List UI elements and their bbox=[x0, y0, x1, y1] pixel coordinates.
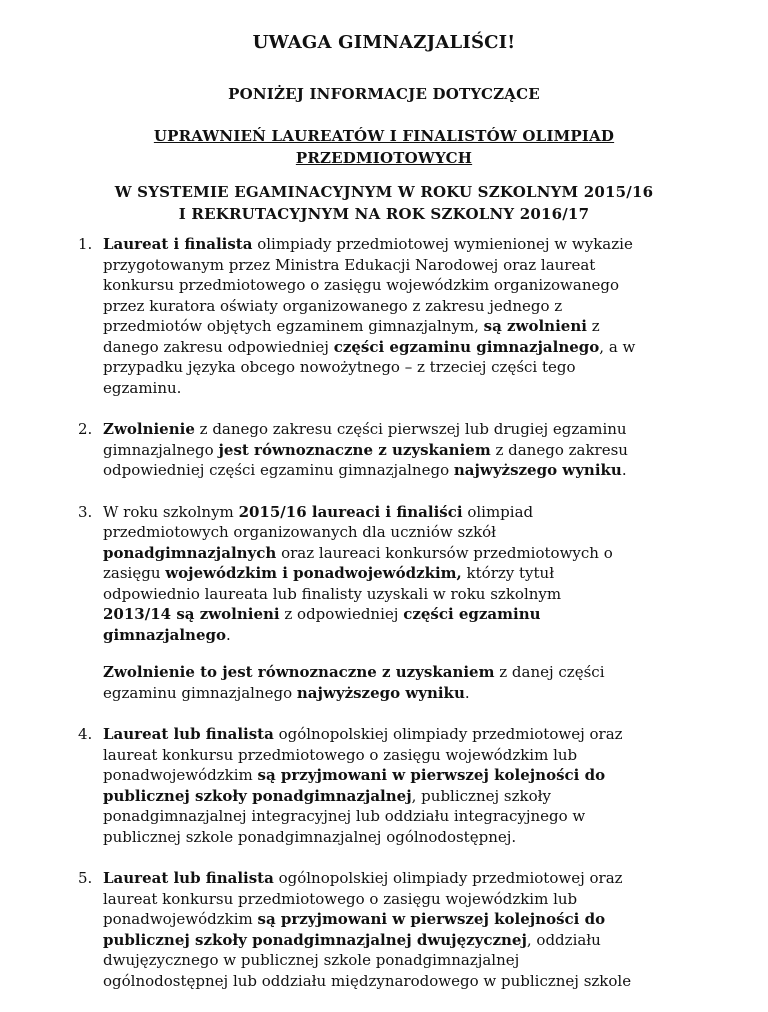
bold-text: części egzaminu bbox=[403, 605, 541, 623]
bold-text: 2013/14 są zwolnieni bbox=[103, 605, 280, 623]
text: ogólnopolskiej olimpiady przedmiotowej oraz bbox=[273, 869, 623, 887]
bold-text: Laureat lub finalista bbox=[103, 869, 274, 887]
item-number: 2. bbox=[78, 420, 93, 438]
list-item-4 bbox=[78, 724, 718, 847]
text: , oddziału bbox=[526, 930, 601, 949]
text: oraz laureaci konkursów przedmiotowych o bbox=[276, 543, 613, 562]
text: gimnazjalnego bbox=[103, 440, 219, 459]
bold-text: publicznej szkoły ponadgimnazjalnej bbox=[103, 786, 412, 805]
text: z danej części bbox=[494, 663, 605, 681]
text: z odpowiedniej bbox=[279, 605, 404, 623]
subtitle: PONIŻEJ INFORMACJE DOTYCZĄCE bbox=[228, 85, 540, 103]
text-line: przypadku języka obcego nowożytnego – z trzeciej części tego bbox=[103, 358, 576, 376]
item-number: 1. bbox=[78, 235, 93, 253]
bold-text: Laureat lub finalista bbox=[103, 725, 274, 743]
list-item-2 bbox=[78, 419, 718, 481]
text: z danego zakresu części pierwszej lub drugiej egzaminu bbox=[194, 420, 627, 438]
text: W roku szkolnym bbox=[103, 502, 239, 521]
text-line: laureat konkursu przedmiotowego o zasięgu wojewódzkim lub bbox=[103, 889, 578, 908]
text-line: laureat konkursu przedmiotowego o zasięgu wojewódzkim lub bbox=[103, 745, 578, 764]
system-heading bbox=[60, 181, 708, 225]
underlined-heading bbox=[80, 125, 688, 169]
text: którzy tytuł bbox=[461, 564, 555, 582]
bold-text: jest równoznaczne z uzyskaniem bbox=[218, 440, 491, 459]
bold-text: są przyjmowani w pierwszej kolejności do bbox=[257, 766, 606, 784]
text-line: ogólnodostępnej lub oddziału międzynarodowego w publicznej szkole bbox=[103, 971, 632, 990]
bold-text: 2015/16 laureaci i finaliści bbox=[238, 502, 463, 521]
system-heading-line-1: W SYSTEMIE EGAMINACYJNYM W ROKU SZKOLNYM 2015/16 bbox=[114, 183, 654, 201]
text-line: przez kuratora oświaty organizowanego z zakresu jednego z bbox=[103, 296, 563, 315]
text: ponadwojewódzkim bbox=[103, 766, 258, 784]
text: z danego zakresu bbox=[490, 440, 628, 459]
underlined-heading-line-1: UPRAWNIEŃ LAUREATÓW I FINALISTÓW OLIMPIAD bbox=[153, 127, 615, 145]
text: ponadwojewódzkim bbox=[103, 910, 258, 928]
item-number: 3. bbox=[78, 502, 93, 521]
item-number: 4. bbox=[78, 725, 93, 743]
text-line: egzaminu. bbox=[103, 378, 182, 397]
text: odpowiedniej części egzaminu gimnazjalnego bbox=[103, 461, 454, 479]
page-title: UWAGA GIMNAZJALIŚCI! bbox=[252, 32, 516, 53]
bold-text: publicznej szkoły ponadgimnazjalnej dwujęzycznej bbox=[103, 930, 527, 949]
text-line: konkursu przedmiotowego o zasięgu wojewódzkim organizowanego bbox=[103, 276, 619, 294]
text: , a w bbox=[599, 337, 636, 356]
list-item-5 bbox=[78, 868, 718, 991]
bold-text: ponadgimnazjalnych bbox=[103, 543, 277, 562]
text-line: przedmiotowych organizowanych dla uczniów szkół bbox=[103, 523, 497, 541]
text: egzaminu gimnazjalnego bbox=[103, 683, 297, 702]
text: olimpiad bbox=[462, 502, 534, 521]
text-line: ponadgimnazjalnej integracyjnej lub oddziału integracyjnego w bbox=[103, 807, 586, 825]
text-line: przygotowanym przez Ministra Edukacji Narodowej oraz laureat bbox=[103, 255, 596, 274]
text: z bbox=[586, 317, 600, 335]
text: przedmiotów objętych egzaminem gimnazjalnym, bbox=[103, 317, 484, 335]
list-item-3 bbox=[78, 502, 718, 646]
text: . bbox=[621, 461, 627, 479]
text: . bbox=[226, 625, 231, 644]
bold-text: najwyższego wyniku bbox=[296, 683, 465, 702]
note-paragraph bbox=[78, 662, 718, 703]
text-line: dwujęzycznego w publicznej szkole ponadgimnazjalnej bbox=[103, 951, 520, 969]
text: , publicznej szkoły bbox=[411, 786, 551, 805]
text-line: odpowiednio laureata lub finalisty uzyskali w roku szkolnym bbox=[103, 584, 562, 603]
text: ogólnopolskiej olimpiady przedmiotowej oraz bbox=[273, 725, 623, 743]
bold-text: są przyjmowani w pierwszej kolejności do bbox=[257, 910, 606, 928]
text: danego zakresu odpowiedniej bbox=[103, 337, 334, 356]
text: . bbox=[464, 683, 470, 702]
rules-list bbox=[78, 234, 718, 1012]
list-item-1 bbox=[78, 234, 718, 398]
bold-text: Zwolnienie bbox=[103, 420, 195, 438]
underlined-heading-line-2: PRZEDMIOTOWYCH bbox=[295, 149, 473, 167]
bold-text: są zwolnieni bbox=[483, 317, 587, 335]
text: olimpiady przedmiotowej wymienionej w wykazie bbox=[252, 235, 633, 253]
bold-text: wojewódzkim i ponadwojewódzkim, bbox=[165, 564, 462, 582]
system-heading-line-2: I REKRUTACYJNYM NA ROK SZKOLNY 2016/17 bbox=[178, 205, 590, 223]
text-line: publicznej szkole ponadgimnazjalnej ogólnodostępnej. bbox=[103, 827, 517, 846]
bold-text: najwyższego wyniku bbox=[453, 461, 622, 479]
item-number: 5. bbox=[78, 869, 93, 887]
bold-text: Zwolnienie to jest równoznaczne z uzyskaniem bbox=[103, 663, 495, 681]
bold-text: Laureat i finalista bbox=[103, 235, 253, 253]
text: zasięgu bbox=[103, 564, 166, 582]
bold-text: części egzaminu gimnazjalnego bbox=[333, 337, 600, 356]
bold-text: gimnazjalnego bbox=[103, 625, 226, 644]
